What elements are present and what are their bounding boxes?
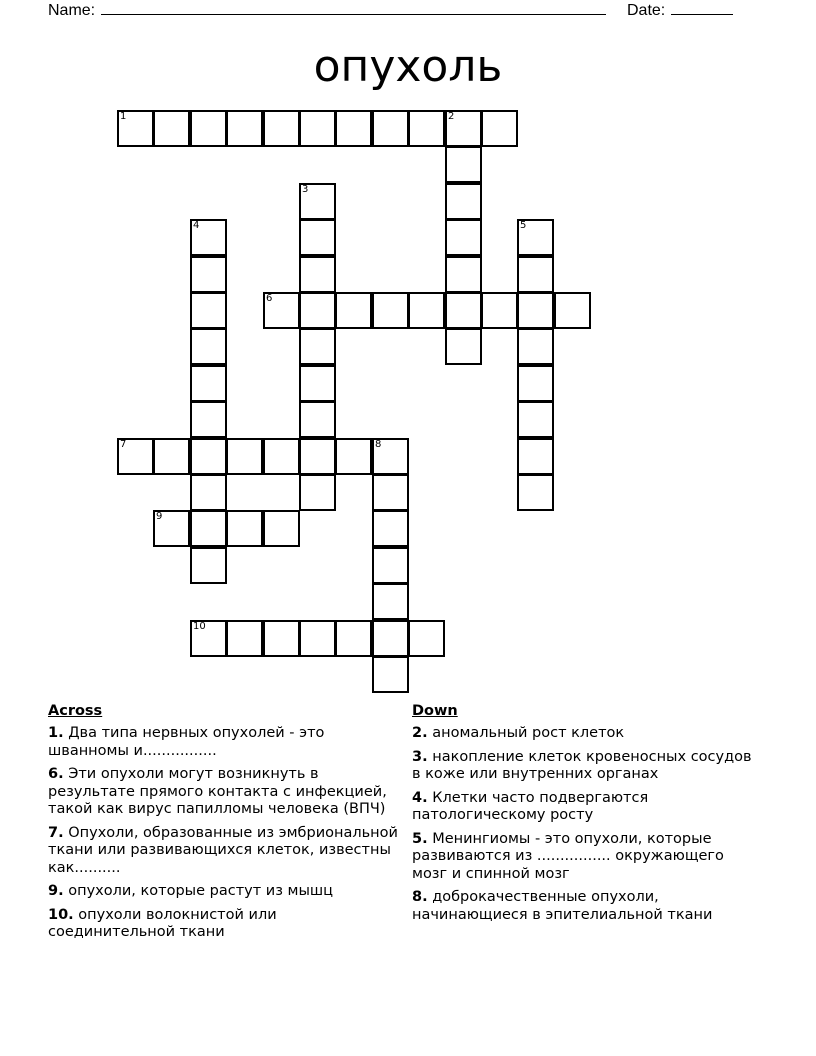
grid-cell[interactable]	[190, 110, 227, 147]
grid-cell[interactable]	[190, 620, 227, 657]
grid-cell[interactable]	[445, 219, 482, 256]
grid-cell[interactable]	[372, 510, 409, 547]
clue-num: 6.	[48, 766, 64, 782]
clue-num: 1.	[48, 725, 64, 741]
grid-cell[interactable]	[335, 110, 372, 147]
clue-num: 8.	[412, 889, 428, 905]
across-clue	[48, 825, 403, 878]
grid-cell[interactable]	[408, 620, 445, 657]
clue-num: 2.	[412, 725, 428, 741]
grid-cell[interactable]	[408, 110, 445, 147]
grid-cell[interactable]	[299, 183, 336, 220]
grid-cell[interactable]	[153, 510, 190, 547]
grid-cell[interactable]	[335, 292, 372, 329]
down-clue	[412, 831, 762, 884]
grid-cell[interactable]	[299, 401, 336, 438]
clue-text: Менингиомы - это опухоли, которые развиваются из ................ окружающего мозг и спинной мозг	[412, 830, 724, 882]
grid-cell[interactable]	[299, 365, 336, 402]
grid-cell[interactable]	[517, 401, 554, 438]
grid-cell[interactable]	[445, 183, 482, 220]
clue-number: 3	[302, 184, 309, 195]
grid-cell[interactable]	[372, 292, 409, 329]
grid-cell[interactable]	[517, 365, 554, 402]
date-label: Date:	[627, 2, 666, 19]
grid-cell[interactable]	[117, 110, 154, 147]
down-clue	[412, 725, 762, 743]
clue-number: 10	[193, 621, 206, 632]
grid-cell[interactable]	[481, 292, 518, 329]
clue-number: 7	[120, 439, 127, 450]
down-clue	[412, 749, 762, 784]
grid-cell[interactable]	[517, 474, 554, 511]
grid-cell[interactable]	[372, 547, 409, 584]
grid-cell[interactable]	[299, 292, 336, 329]
grid-cell[interactable]	[299, 474, 336, 511]
grid-cell[interactable]	[372, 110, 409, 147]
grid-cell[interactable]	[190, 438, 227, 475]
grid-cell[interactable]	[190, 256, 227, 293]
grid-cell[interactable]	[445, 110, 482, 147]
across-heading: Across	[48, 703, 103, 719]
grid-cell[interactable]	[299, 256, 336, 293]
across-clue-list	[48, 725, 403, 942]
clue-number: 5	[520, 220, 527, 231]
clue-number: 4	[193, 220, 200, 231]
grid-cell[interactable]	[445, 256, 482, 293]
grid-cell[interactable]	[481, 110, 518, 147]
across-clue	[48, 725, 403, 760]
down-clues	[412, 703, 762, 930]
grid-cell[interactable]	[190, 292, 227, 329]
clue-num: 5.	[412, 830, 428, 847]
grid-cell[interactable]	[372, 620, 409, 657]
grid-cell[interactable]	[335, 438, 372, 475]
grid-cell[interactable]	[190, 365, 227, 402]
across-clue	[48, 907, 403, 942]
grid-cell[interactable]	[445, 146, 482, 183]
clue-num: 4.	[412, 789, 428, 806]
clue-num: 9.	[48, 883, 64, 899]
grid-cell[interactable]	[517, 292, 554, 329]
grid-cell[interactable]	[190, 547, 227, 584]
name-label: Name:	[48, 2, 96, 19]
across-clues	[48, 703, 403, 948]
grid-cell[interactable]	[226, 620, 263, 657]
grid-cell[interactable]	[226, 438, 263, 475]
grid-cell[interactable]	[517, 219, 554, 256]
clue-text: Два типа нервных опухолей - это шванномы и................	[48, 725, 325, 759]
clue-number: 2	[448, 111, 455, 122]
grid-cell[interactable]	[372, 474, 409, 511]
grid-cell[interactable]	[372, 656, 409, 693]
grid-cell[interactable]	[190, 328, 227, 365]
grid-cell[interactable]	[263, 510, 300, 547]
grid-cell[interactable]	[408, 292, 445, 329]
down-clue	[412, 790, 762, 825]
grid-cell[interactable]	[226, 110, 263, 147]
grid-cell[interactable]	[299, 328, 336, 365]
clue-text: Клетки часто подвергаются патологическому росту	[412, 789, 649, 823]
clue-text: Эти опухоли могут возникнуть в результате прямого контакта с инфекцией, такой как вирус папилломы человека (ВПЧ)	[48, 766, 387, 817]
grid-cell[interactable]	[263, 438, 300, 475]
grid-cell[interactable]	[372, 438, 409, 475]
clue-number: 9	[156, 511, 163, 522]
down-clue-list	[412, 725, 762, 924]
clue-text: Опухоли, образованные из эмбриональной ткани или развивающихся клеток, известны как..........	[48, 824, 398, 876]
grid-cell[interactable]	[517, 438, 554, 475]
page-title: опухоль	[313, 41, 503, 92]
grid-cell[interactable]	[190, 401, 227, 438]
down-clue	[412, 889, 762, 924]
clue-num: 10.	[48, 906, 74, 923]
clue-number: 8	[375, 439, 382, 450]
grid-cell[interactable]	[299, 110, 336, 147]
grid-cell[interactable]	[517, 328, 554, 365]
grid-cell[interactable]	[190, 219, 227, 256]
clue-number: 1	[120, 111, 127, 122]
grid-cell[interactable]	[263, 110, 300, 147]
grid-cell[interactable]	[445, 328, 482, 365]
grid-cell[interactable]	[263, 292, 300, 329]
clue-number: 6	[266, 293, 273, 304]
grid-cell[interactable]	[153, 438, 190, 475]
clue-text: опухоли волокнистой или соединительной ткани	[48, 906, 277, 940]
clue-num: 7.	[48, 824, 64, 841]
grid-cell[interactable]	[299, 438, 336, 475]
across-clue	[48, 766, 403, 819]
grid-cell[interactable]	[190, 474, 227, 511]
clue-text: опухоли, которые растут из мышц	[63, 883, 334, 899]
grid-cell[interactable]	[335, 620, 372, 657]
grid-cell[interactable]	[554, 292, 591, 329]
grid-cell[interactable]	[445, 292, 482, 329]
down-heading: Down	[412, 703, 458, 719]
clue-text: накопление клеток кровеносных сосудов в коже или внутренних органах	[412, 748, 752, 782]
across-clue	[48, 883, 403, 901]
grid-cell[interactable]	[299, 219, 336, 256]
grid-cell[interactable]	[299, 620, 336, 657]
grid-cell[interactable]	[153, 110, 190, 147]
grid-cell[interactable]	[372, 583, 409, 620]
grid-cell[interactable]	[117, 438, 154, 475]
clue-text: аномальный рост клеток	[427, 725, 625, 741]
grid-cell[interactable]	[263, 620, 300, 657]
clue-num: 3.	[412, 748, 428, 765]
clue-text: доброкачественные опухоли, начинающиеся в эпителиальной ткани	[412, 889, 713, 923]
grid-cell[interactable]	[190, 510, 227, 547]
grid-cell[interactable]	[226, 510, 263, 547]
grid-cell[interactable]	[517, 256, 554, 293]
